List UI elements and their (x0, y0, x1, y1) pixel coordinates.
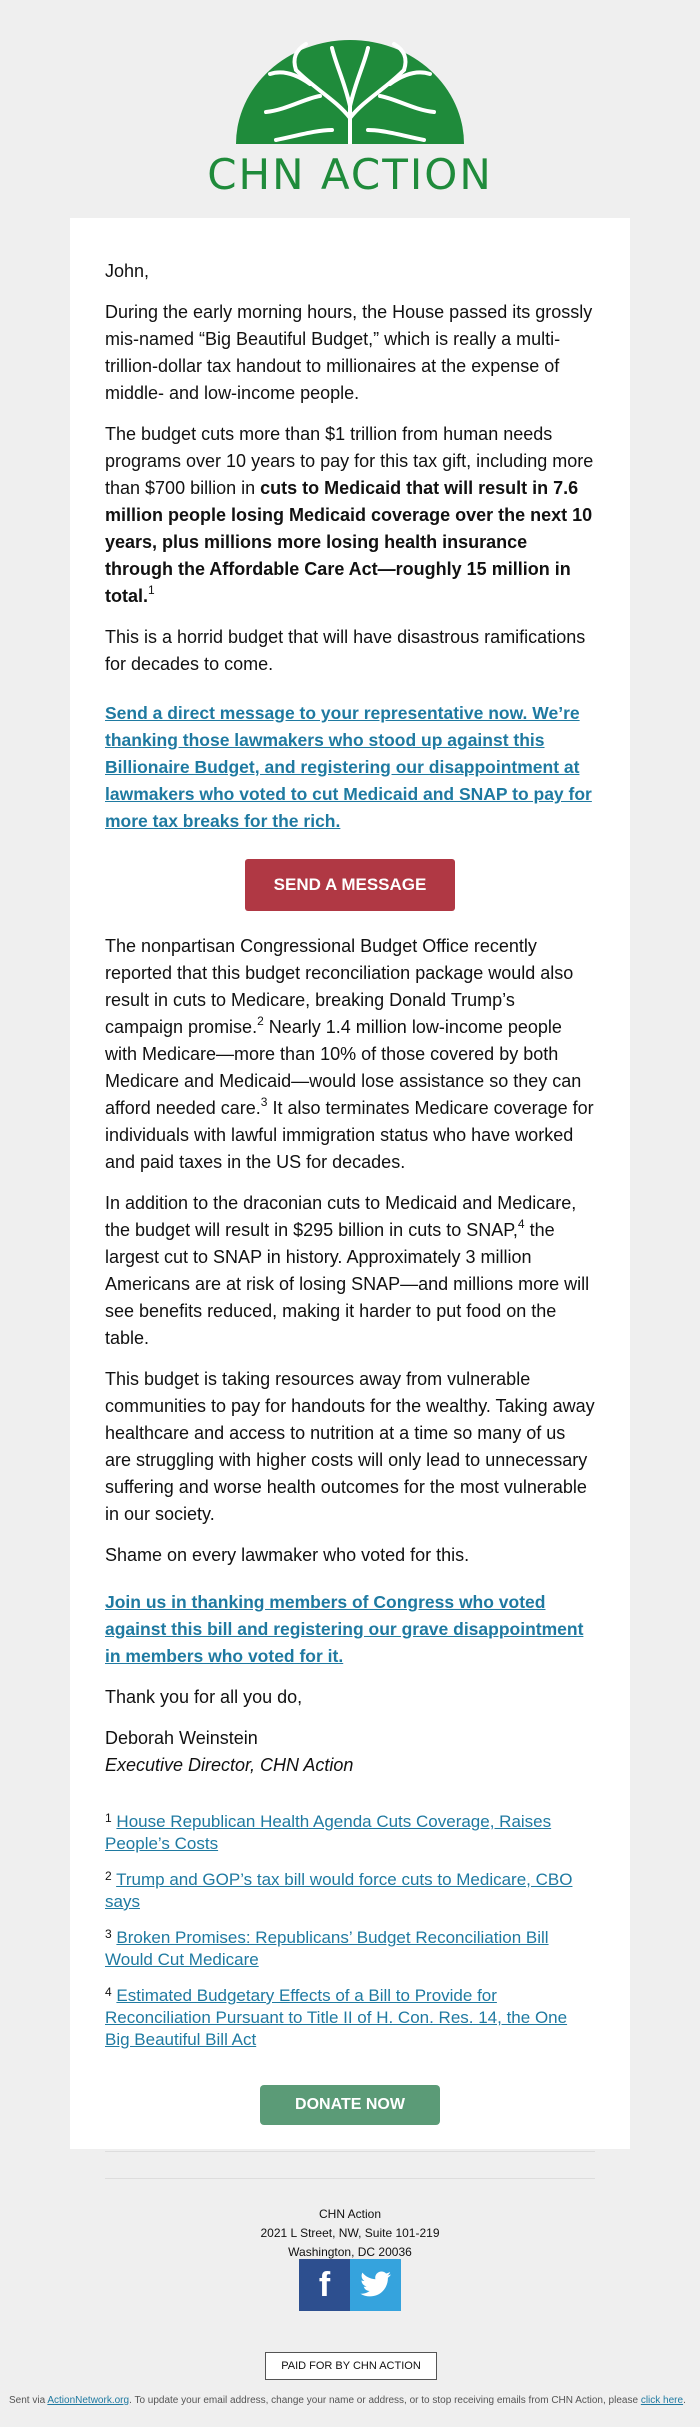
footnote-link-3[interactable]: Broken Promises: Republicans’ Budget Reconciliation Bill Would Cut Medicare (105, 1928, 549, 1969)
send-message-button[interactable]: SEND A MESSAGE (245, 859, 455, 911)
medicaid-cuts-bold: cuts to Medicaid that will result in 7.6 million people losing Medicaid coverage over the next 10 years, plus millions more losing health insurance through the Affordable Care Act—roughly 15 million in total. (105, 478, 593, 606)
email-card (70, 218, 630, 2259)
divider (105, 2151, 595, 2152)
signer-name: Deborah Weinstein (105, 1728, 258, 1748)
footnote-ref-1: 1 (148, 583, 155, 597)
email-footer: Sent via ActionNetwork.org. To update your email address, change your name or address, or to stop receiving emails from CHN Action, please click here. (9, 2395, 686, 2406)
donate-now-button[interactable]: DONATE NOW (260, 2085, 440, 2125)
greeting: John, (105, 261, 150, 281)
footnote-item: $^2$ Trump and GOP’s tax bill would force cuts to Medicare, CBO says (105, 1869, 573, 1911)
paid-for-disclaimer: PAID FOR BY CHN ACTION (265, 2352, 437, 2380)
social-links (299, 2259, 401, 2311)
facebook-icon[interactable]: f (299, 2259, 350, 2311)
email-header (0, 0, 700, 218)
footnote-ref-2: 2 (257, 1014, 264, 1028)
message-representative-link[interactable]: Send a direct message to your representative now. We’re thanking those lawmakers who stood up against this Billionaire Budget, and registering our disappointment at lawmakers who voted to cut Medicaid and SNAP to pay for more tax breaks for the rich. (105, 703, 592, 831)
footnote-ref-3: 3 (260, 1095, 268, 1109)
footnote-link-2[interactable]: Trump and GOP’s tax bill would force cuts to Medicare, CBO says (105, 1870, 573, 1911)
paragraph-intro: During the early morning hours, the House passed its grossly mis-named “Big Beautiful Budget,” which is really a multi-trillion-dollar tax handout to millionaires at the expense of middle- and low-income people. (105, 302, 593, 403)
twitter-icon[interactable] (350, 2259, 401, 2311)
twitter-bird-icon (360, 2271, 392, 2299)
paragraph-snap: In addition to the draconian cuts to Medicaid and Medicare, the budget will result in $295 billion in cuts to SNAP,$^4$ the largest cut to SNAP in history. Approximately 3 million Americans are at risk of losing SNAP—and millions more will see benefits reduced, making it harder to put food on the table. (105, 1193, 590, 1348)
thank-congress-link[interactable]: Join us in thanking members of Congress who voted against this bill and registering our grave disappointment in members who voted for it. (105, 1592, 584, 1666)
email-body (105, 258, 595, 2262)
tree-logo-icon (236, 40, 464, 144)
unsubscribe-link[interactable]: click here (640, 2395, 684, 2406)
footnote-item: $^3$ Broken Promises: Republicans’ Budget Reconciliation Bill Would Cut Medicare (105, 1927, 549, 1969)
footnote-ref-4: 4 (517, 1217, 525, 1231)
footnote-link-4[interactable]: Estimated Budgetary Effects of a Bill to Provide for Reconciliation Pursuant to Title II of H. Con. Res. 14, the One Big Beautiful Bill Act (105, 1986, 568, 2049)
paragraph-budget-cuts: The budget cuts more than $1 trillion from human needs programs over 10 years to pay for this tax gift, including more than $700 billion in cuts to Medicaid that will result in 7.6 million people losing Medicaid coverage over the next 10 years, plus millions more losing health insurance through the Affordable Care Act—roughly 15 million in total.$^1$ (105, 424, 594, 606)
signature (105, 1725, 595, 1779)
footnote-link-1[interactable]: House Republican Health Agenda Cuts Coverage, Raises People’s Costs (105, 1812, 552, 1853)
org-name: CHN ACTION (207, 150, 493, 199)
footnote-item: $^4$ Estimated Budgetary Effects of a Bill to Provide for Reconciliation Pursuant to Title II of H. Con. Res. 14, the One Big Beautiful Bill Act (105, 1985, 568, 2049)
paragraph-resources: This budget is taking resources away from vulnerable communities to pay for handouts for the wealthy. Taking away healthcare and access to nutrition at a time so many of us are struggling with higher costs will only lead to unnecessary suffering and worse health outcomes for the most vulnerable in our society. (105, 1369, 595, 1524)
mailing-address: CHN Action 2021 L Street, NW, Suite 101-219 Washington, DC 20036 (260, 2207, 440, 2259)
divider (105, 2178, 595, 2179)
paragraph-ramifications: This is a horrid budget that will have disastrous ramifications for decades to come. (105, 627, 586, 674)
signer-title: Executive Director, CHN Action (105, 1755, 354, 1775)
footnote-item: $^1$ House Republican Health Agenda Cuts Coverage, Raises People’s Costs (105, 1811, 552, 1853)
footnotes (105, 1811, 595, 2051)
thanks-line: Thank you for all you do, (105, 1687, 303, 1707)
paragraph-medicare: The nonpartisan Congressional Budget Office recently reported that this budget reconciliation package would also result in cuts to Medicare, breaking Donald Trump’s campaign promise.$^2$ Nearly 1.4 million low-income people with Medicare—more than 10% of those covered by both Medicare and Medicaid—would lose assistance so they can afford needed care.$^3$ It also terminates Medicare coverage for individuals with lawful immigration status who have worked and paid taxes in the US for decades. (105, 936, 594, 1172)
paragraph-shame: Shame on every lawmaker who voted for this. (105, 1545, 470, 1565)
actionnetwork-link[interactable]: ActionNetwork.org (47, 2395, 130, 2406)
